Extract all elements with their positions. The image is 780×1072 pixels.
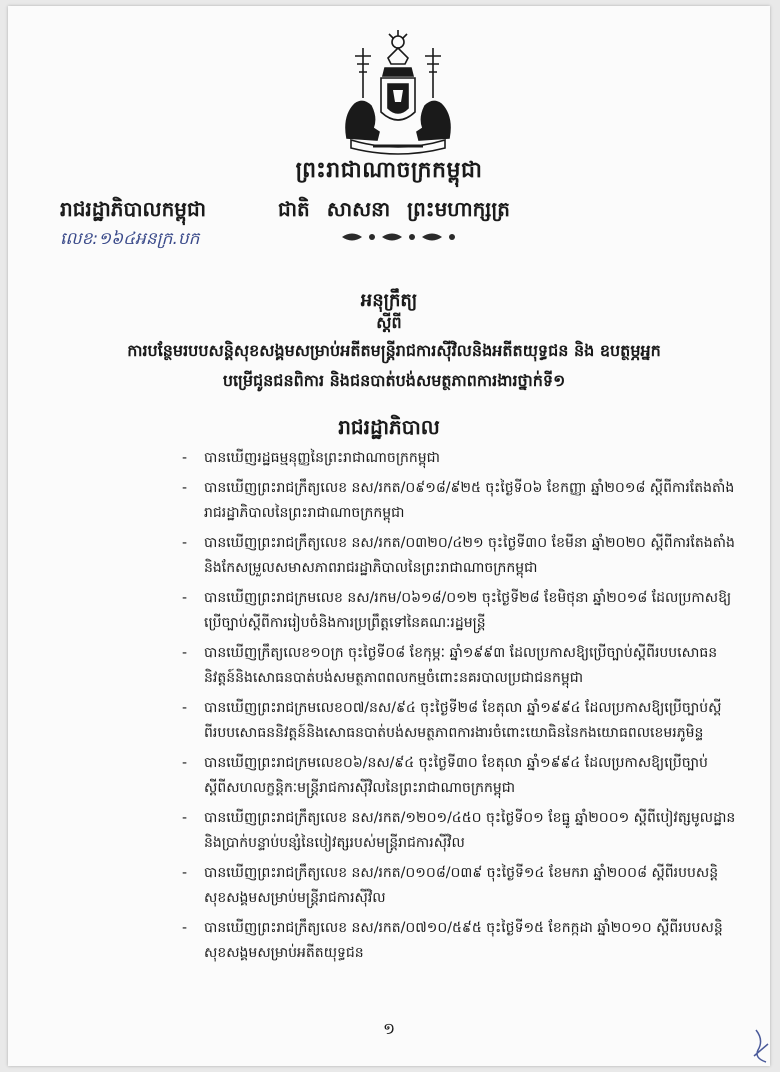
document-type: អនុក្រឹត្យ [360, 290, 418, 311]
clause-text: បានឃើញព្រះរាជក្រមលេខ០៦/នស/៩៤ ចុះថ្ងៃទី៣០ ខែតុលា ឆ្នាំ១៩៩៤ ដែលប្រកាសឱ្យប្រើច្បាប់ស្តីពីសហលក្ខន្តិកៈមន្ត្រីរាជការស៊ីវិលនៃព្រះរាជាណាចក្រកម្ពុជា [204, 755, 708, 796]
government-name: រាជរដ្ឋាភិបាលកម្ពុជា [60, 197, 206, 221]
clause-text: បានឃើញរដ្ឋធម្មនុញ្ញនៃព្រះរាជាណាចក្រកម្ពុជា [204, 450, 440, 466]
reference-number: លេខ:១៦៤អនក្រ.បក [60, 229, 200, 249]
clause-item: - បានឃើញព្រះរាជក្រឹត្យលេខ នស/រកត/០៧១០/៥៩៥ ចុះថ្ងៃទី១៥ ខែកក្កដា ឆ្នាំ២០១០ ស្តីពីរបបសន្តិសុខសង្គមសម្រាប់អតីតយុទ្ធជន [182, 920, 723, 961]
clause-text: បានឃើញព្រះរាជក្រឹត្យលេខ នស/រកត/០១០៨/០៣៩ ចុះថ្ងៃទី១៤ ខែមករា ឆ្នាំ២០០៨ ស្តីពីរបបសន្តិសុខសង្គមសម្រាប់មន្ត្រីរាជការស៊ីវិល [204, 865, 719, 906]
clause-item: - បានឃើញព្រះរាជក្រមលេខ នស/រកម/០៦១៨/០១២ ចុះថ្ងៃទី២៨ ខែមិថុនា ឆ្នាំ២០១៨ ដែលប្រកាសឱ្យប្រើច្បាប់ស្តីពីការរៀបចំនិងការប្រព្រឹត្តទៅនៃគណៈរដ្ឋមន្ត្រី [182, 590, 732, 631]
handwritten-initial-mark [750, 1026, 774, 1066]
royal-arms-icon [333, 28, 463, 158]
clause-text: បានឃើញព្រះរាជក្រឹត្យលេខ នស/រកត/០៧១០/៥៩៥ ចុះថ្ងៃទី១៥ ខែកក្កដា ឆ្នាំ២០១០ ស្តីពីរបបសន្តិសុខសង្គមសម្រាប់អតីតយុទ្ធជន [204, 920, 723, 961]
clause-text: បានឃើញក្រឹត្យលេខ១០ក្រ ចុះថ្ងៃទី០៨ ខែកុម្ភៈ ឆ្នាំ១៩៩៣ ដែលប្រកាសឱ្យប្រើច្បាប់ស្តីពីរបបសោធននិវត្តន៍និងសោធនបាត់បង់សមត្ថភាពពលកម្មចំពោះនគរបាលប្រជាជនកម្ពុជា [204, 645, 718, 686]
clause-item: - បានឃើញព្រះរាជក្រឹត្យលេខ នស/រកត/០១០៨/០៣៩ ចុះថ្ងៃទី១៤ ខែមករា ឆ្នាំ២០០៨ ស្តីពីរបបសន្តិសុខសង្គមសម្រាប់មន្ត្រីរាជការស៊ីវិល [182, 865, 719, 906]
clause-item: - បានឃើញព្រះរាជក្រឹត្យលេខ នស/រកត/០៩១៨/៩២៥ ចុះថ្ងៃទី០៦ ខែកញ្ញា ឆ្នាំ២០១៨ ស្តីពីការតែងតាំងរាជរដ្ឋាភិបាលនៃព្រះរាជាណាចក្រកម្ពុជា [182, 480, 735, 521]
clause-item: - បានឃើញព្រះរាជក្រឹត្យលេខ នស/រកត/១២០១/៤៥០ ចុះថ្ងៃទី០១ ខែធ្នូ ឆ្នាំ២០០១ ស្តីពីបៀវត្សមូលដ្ឋាននិងប្រាក់បន្ទាប់បន្សំនៃបៀវត្សរបស់មន្ត្រីរាជការស៊ីវិល [182, 810, 736, 851]
clause-text: បានឃើញព្រះរាជក្រឹត្យលេខ នស/រកត/០៩១៨/៩២៥ ចុះថ្ងៃទី០៦ ខែកញ្ញា ឆ្នាំ២០១៨ ស្តីពីការតែងតាំងរាជរដ្ឋាភិបាលនៃព្រះរាជាណាចក្រកម្ពុជា [204, 480, 735, 521]
document-subject: ការបន្ថែមរបបសន្តិសុខសង្គមសម្រាប់អតីតមន្ត្រីរាជការស៊ីវិលនិងអតីតយុទ្ធជន និង ឧបត្ថម្ភអ្នកបម្រើជូនជនពិការ និងជនបាត់បង់សមត្ថភាពការងារថ្នាក់ទី១ [127, 341, 661, 390]
clause-text: បានឃើញព្រះរាជក្រឹត្យលេខ នស/រកត/០៣២០/៤២១ ចុះថ្ងៃទី៣០ ខែមីនា ឆ្នាំ២០២០ ស្តីពីការតែងតាំងនិងកែសម្រួលសមាសភាពរាជរដ្ឋាភិបាលនៃព្រះរាជាណាចក្រកម្ពុជា [204, 535, 735, 576]
clause-item: - បានឃើញព្រះរាជក្រឹត្យលេខ នស/រកត/០៣២០/៤២១ ចុះថ្ងៃទី៣០ ខែមីនា ឆ្នាំ២០២០ ស្តីពីការតែងតាំងនិងកែសម្រួលសមាសភាពរាជរដ្ឋាភិបាលនៃព្រះរាជាណាចក្រកម្ពុជា [182, 535, 735, 576]
issuer-heading: រាជរដ្ឋាភិបាល [338, 415, 440, 439]
page-number: ១ [382, 1019, 396, 1038]
clause-item: - បានឃើញក្រឹត្យលេខ១០ក្រ ចុះថ្ងៃទី០៨ ខែកុម្ភៈ ឆ្នាំ១៩៩៣ ដែលប្រកាសឱ្យប្រើច្បាប់ស្តីពីរបបសោធននិវត្តន៍និងសោធនបាត់បង់សមត្ថភាពពលកម្មចំពោះនគរបាលប្រជាជនកម្ពុជា [182, 645, 718, 686]
about-label: ស្តីពី [376, 313, 402, 332]
clause-item: - បានឃើញព្រះរាជក្រមលេខ០៧/នស/៩៤ ចុះថ្ងៃទី២៨ ខែតុលា ឆ្នាំ១៩៩៤ ដែលប្រកាសឱ្យប្រើច្បាប់ស្តីពីរបបសោធននិវត្តន៍និងសោធនបាត់បង់សមត្ថភាពការងារចំពោះយោធិននៃកងយោធពលខេមរភូមិន្ទ [182, 700, 722, 741]
preamble-clauses [178, 446, 738, 971]
clause-text: បានឃើញព្រះរាជក្រមលេខ នស/រកម/០៦១៨/០១២ ចុះថ្ងៃទី២៨ ខែមិថុនា ឆ្នាំ២០១៨ ដែលប្រកាសឱ្យប្រើច្បាប់ស្តីពីការរៀបចំនិងការប្រព្រឹត្តទៅនៃគណៈរដ្ឋមន្ត្រី [204, 590, 732, 631]
kingdom-title: ព្រះរាជាណាចក្រកម្ពុជា [295, 158, 483, 183]
ornament-divider-icon [338, 230, 458, 244]
document-page [8, 6, 770, 1066]
clause-item: - បានឃើញរដ្ឋធម្មនុញ្ញនៃព្រះរាជាណាចក្រកម្ពុជា [182, 450, 440, 466]
clause-text: បានឃើញព្រះរាជក្រមលេខ០៧/នស/៩៤ ចុះថ្ងៃទី២៨ ខែតុលា ឆ្នាំ១៩៩៤ ដែលប្រកាសឱ្យប្រើច្បាប់ស្តីពីរបបសោធននិវត្តន៍និងសោធនបាត់បង់សមត្ថភាពការងារចំពោះយោធិននៃកងយោធពលខេមរភូមិន្ទ [204, 700, 722, 741]
clause-item: - បានឃើញព្រះរាជក្រមលេខ០៦/នស/៩៤ ចុះថ្ងៃទី៣០ ខែតុលា ឆ្នាំ១៩៩៤ ដែលប្រកាសឱ្យប្រើច្បាប់ស្តីពីសហលក្ខន្តិកៈមន្ត្រីរាជការស៊ីវិលនៃព្រះរាជាណាចក្រកម្ពុជា [182, 755, 708, 796]
clause-text: បានឃើញព្រះរាជក្រឹត្យលេខ នស/រកត/១២០១/៤៥០ ចុះថ្ងៃទី០១ ខែធ្នូ ឆ្នាំ២០០១ ស្តីពីបៀវត្សមូលដ្ឋាននិងប្រាក់បន្ទាប់បន្សំនៃបៀវត្សរបស់មន្ត្រីរាជការស៊ីវិល [204, 810, 736, 851]
national-motto: ជាតិ សាសនា ព្រះមហាក្សត្រ [278, 197, 510, 221]
